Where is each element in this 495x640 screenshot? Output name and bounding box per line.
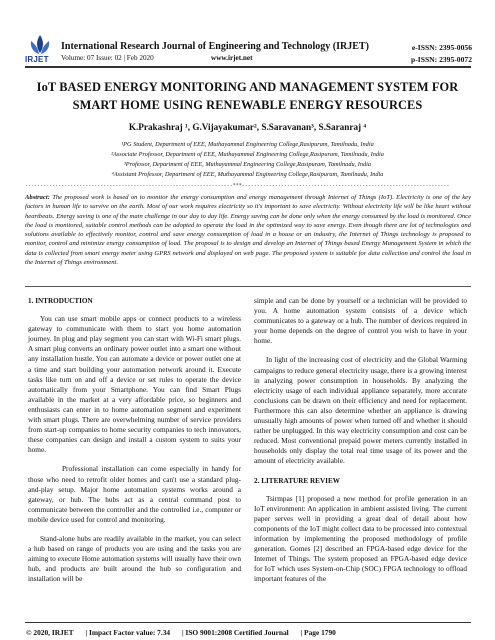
- issn-block: [411, 42, 472, 66]
- section-heading-literature-review: 2. LITERATURE REVIEW: [254, 476, 340, 485]
- abstract-rule: [25, 286, 471, 287]
- logo-text: IRJET: [25, 55, 49, 64]
- right-column: [254, 296, 467, 584]
- affiliation-1: ¹PG Student, Department of EEE, Muthayammal Engineering College,Rasipuram, Tamilnadu, India: [121, 141, 374, 148]
- header-rule: [25, 66, 471, 68]
- paragraph: In light of the increasing cost of electricity and the Global Warming campaigns to reduce general electricity usage, there is a growing interest in analyzing power consumption in households. By analyzing the electricity usage of each individual appliance separately, more accurate conclusions can be drawn on their efficiency and need for replacement. Furthermore this can also determine whether an appliance is drawing unusually high amounts of power when turned off and whether it should rather be unplugged. In this way electricity consumption and cost can be reduced. Most conventional prepaid power meters currently installed in households only display the total real time usage of its power and the amount of electricity available.: [254, 355, 467, 466]
- affiliation-3: ³Professor, Department of EEE, Muthayammal Engineering College,Rasipuram, Tamilnadu, India: [123, 161, 372, 168]
- separator-line: ---------------------------------------------------------------------***---------------------------------------------------------------------: [25, 183, 450, 189]
- page-footer: [26, 628, 346, 637]
- impact-factor: | Impact Factor value: 7.34: [85, 628, 171, 637]
- journal-name: International Research Journal of Engineering and Technology (IRJET): [61, 41, 369, 52]
- journal-header: [0, 0, 495, 66]
- volume-issue: Volume: 07 Issue: 02 | Feb 2020: [61, 54, 154, 62]
- iso-certification: | ISO 9001:2008 Certified Journal: [181, 628, 289, 637]
- abstract: [25, 193, 471, 267]
- left-column: [28, 296, 241, 584]
- affiliation-4: ⁴Assistant Professor, Department of EEE, Muthayammal Engineering College,Rasipuram, Tamilnadu, India: [111, 171, 384, 178]
- section-heading-introduction: 1. INTRODUCTION: [28, 297, 93, 305]
- paragraph: Stand-alone hubs are readily available in the market, you can select a hub based on range of products you are using and the tasks you are aiming to execute Home automation systems will usually have their own hub, and products are built around the hub so configuration and installation will be: [28, 533, 241, 584]
- page-number: | Page 1790: [300, 628, 336, 637]
- paragraph: Tsirmpas [1] proposed a new method for profile generation in an IoT environment: An application in ambient assisted living. The current paper serves well in providing a great deal of detail about how components of the IoT might collect data to be processed into contextual information by implementing the proposed methodology of profile generation. Gomes [2] described an FPGA-based edge device for the Internet of Things. The system proposed an FPGA-based edge device for IoT which uses System-on-Chip (SOC) FPGA technology to offload important features of the: [254, 493, 467, 584]
- e-issn: e-ISSN: 2395-0056: [411, 43, 472, 52]
- abstract-text: The proposed work is based on to monitor the energy consumption and energy management through Internet of Things (IoT). Electricity is one of the key factors in human life to survive on the earth. Most of our work requires electricity so it's important to save electricity. Without electricity life will be like heart without heartbeats. Energy saving is one of the main challenge in our day to day life. Energy saving can be done only when the energy consumed by the load is monitored. Once the load is monitored, suitable control methods can be adopted to operate the load in the optimized way to save energy. Even though there are lot of technologies and solutions available to effectively monitor, control and save energy consumption of load in a house or an industry, the Internet of Things technology is proposed to monitor, control and minimize energy consumption of load. The proposal is to design and develop an Internet of Things based Energy Management System in which the data is collected from smart energy meter using GPRS network and displayed on web page. The proposed system is suitable for data collection and control the load in the Internet of Things environment.: [25, 194, 471, 267]
- paper-title: IoT BASED ENERGY MONITORING AND MANAGEMENT SYSTEM FOR SMART HOME USING RENEWABLE ENERGY RESOURCES: [36, 80, 459, 112]
- paragraph: You can use smart mobile apps or connect products to a wireless gateway to communicate with them to start you home automation journey. In plug and play segment you can start with Wi-Fi smart plugs. A smart plug converts an ordinary power outlet into a smart one without any installation hustle. You can automate a device or power outlet one at a time and start building your automation network around it. Execute tasks like turn on and off a device or set rules to operate the device automatically from your Smartphone. You can find Smart Plugs available in the market at a very affordable price, so beginners and enthusiasts can enter in to home automation segment and experiment with smart plugs. There are overwhelming number of service providers from start-up companies to home security companies to tech innovators, these companies can design and install a custom system to suits your home.: [28, 314, 241, 455]
- footer-rule: [25, 622, 471, 623]
- copyright: © 2020, IRJET: [26, 628, 74, 637]
- paragraph: Professional installation can come especially in handy for those who need to retrofit older homes and can't use a standard plug-and-play setup. Major home automation systems works around a gateway, or hub. The hubs act as a central command post to communicate between the controller and the controlled i.e., computer or mobile device used for control and monitoring.: [28, 464, 241, 524]
- p-issn: p-ISSN: 2395-0072: [411, 55, 472, 64]
- affiliation-2: ²Associate Professor, Department of EEE, Muthayammal Engineering College,Rasipuram, Tamilnadu, India: [111, 151, 384, 158]
- journal-website-link[interactable]: www.irjet.net: [211, 54, 253, 62]
- author-list: K.Prakashraj ¹, G.Vijayakumar², S.Saravanan³, S.Saranraj ⁴: [128, 122, 367, 132]
- volume-line: [61, 54, 253, 62]
- abstract-label: Abstract:: [25, 194, 50, 201]
- paragraph-continuation: simple and can be done by yourself or a technician will be provided to you. A home automation system consists of a device which communicates to a gateway or a hub. The number of devices required in your home depends on the degree of control you wish to have in your home.: [254, 296, 467, 346]
